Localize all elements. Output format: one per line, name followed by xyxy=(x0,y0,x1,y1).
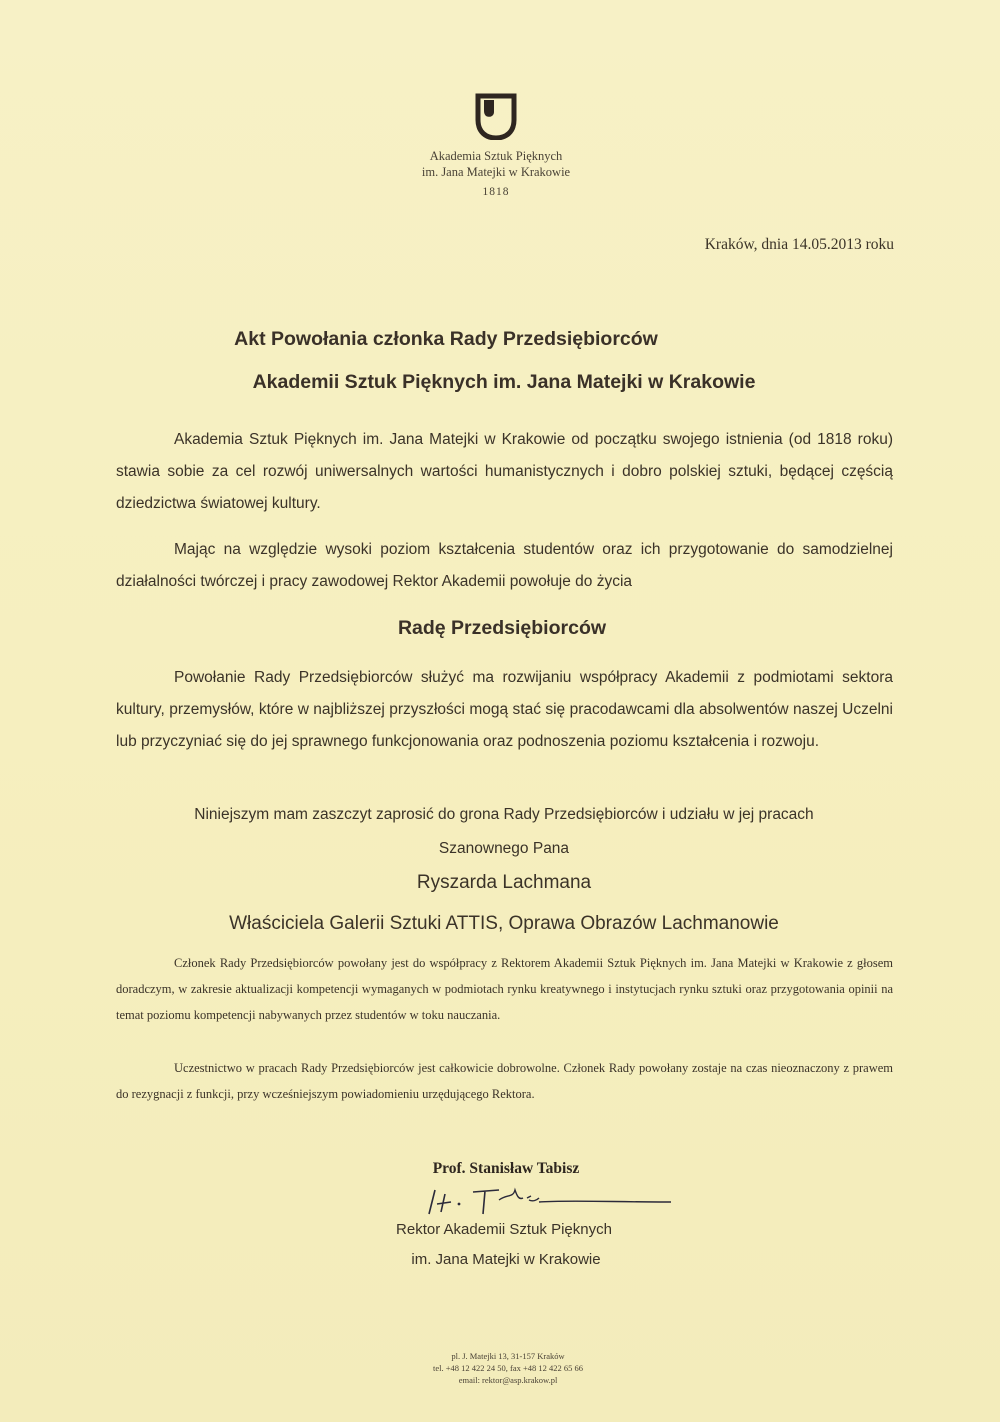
document-subtitle: Akademii Sztuk Pięknych im. Jana Matejki w Krakowie xyxy=(252,371,756,393)
document-date: Kraków, dnia 14.05.2013 roku xyxy=(704,236,894,253)
document-title: Akt Powołania członka Rady Przedsiębiorców xyxy=(234,328,658,350)
institution-name: Akademia Sztuk Pięknych xyxy=(429,149,563,163)
signer-name: Prof. Stanisław Tabisz xyxy=(432,1160,580,1177)
institution-name-line2: im. Jana Matejki w Krakowie xyxy=(421,165,571,179)
appointee-name: Ryszarda Lachmana xyxy=(416,872,592,893)
paragraph-appointment: Mając na względzie wysoki poziom kształcenia studentów oraz ich przygotowanie do samodzielnej działalności twórczej i pracy zawodowej Rektor Akademii powołuje do życia xyxy=(116,541,893,590)
handwritten-signature xyxy=(415,1176,675,1224)
paragraph-participation: Uczestnictwo w pracach Rady Przedsiębiorców jest całkowicie dobrowolne. Członek Rady powołany zostaje na czas nieoznaczony z prawem do rezygnacji z funkcji, przy wcześniejszym powiadomieniu urzędującego Rektora. xyxy=(116,1061,893,1101)
paragraph-purpose: Powołanie Rady Przedsiębiorców służyć ma rozwijaniu współpracy Akademii z podmiotami sektora kultury, przemysłów, które w najbliższej przyszłości mogą stać się pracodawcami dla absolwentów naszej Uczelni lub przyczyniać się do jej sprawnego funkcjonowania oraz podnoszenia poziomu kształcenia i rozwoju. xyxy=(116,669,893,750)
footer-address: pl. J. Matejki 13, 31-157 Kraków xyxy=(451,1351,565,1361)
founding-year: 1818 xyxy=(482,186,510,198)
paragraph-member-role: Członek Rady Przedsiębiorców powołany jest do współpracy z Rektorem Akademii Sztuk Pięknych im. Jana Matejki w Krakowie z głosem doradczym, w zakresie aktualizacji kompetencji wymaganych w podmiotach rynku kreatywnego i instytucjach rynku sztuki oraz przygotowania opinii na temat poziomu kompetencji nabywanych przez studentów w toku nauczania. xyxy=(116,956,893,1022)
honorific: Szanownego Pana xyxy=(438,840,570,857)
footer-phone: tel. +48 12 422 24 50, fax +48 12 422 65 66 xyxy=(432,1363,584,1373)
signer-role-line2: im. Jana Matejki w Krakowie xyxy=(411,1251,601,1268)
academy-logo-icon xyxy=(474,92,518,140)
appointee-position: Właściciela Galerii Sztuki ATTIS, Oprawa Obrazów Lachmanowie xyxy=(229,913,779,934)
footer-email: email: rektor@asp.krakow.pl xyxy=(458,1375,558,1385)
paragraph-intro: Akademia Sztuk Pięknych im. Jana Matejki w Krakowie od początku swojego istnienia (od 1818 roku) stawia sobie za cel rozwój uniwersalnych wartości humanistycznych i dobro polskiej sztuki, będącej częścią dziedzictwa światowej kultury. xyxy=(116,431,893,512)
council-heading: Radę Przedsiębiorców xyxy=(397,617,607,639)
invitation-text: Niniejszym mam zaszczyt zaprosić do grona Rady Przedsiębiorców i udziału w jej pracach xyxy=(194,806,814,823)
signer-role: Rektor Akademii Sztuk Pięknych xyxy=(396,1221,612,1238)
